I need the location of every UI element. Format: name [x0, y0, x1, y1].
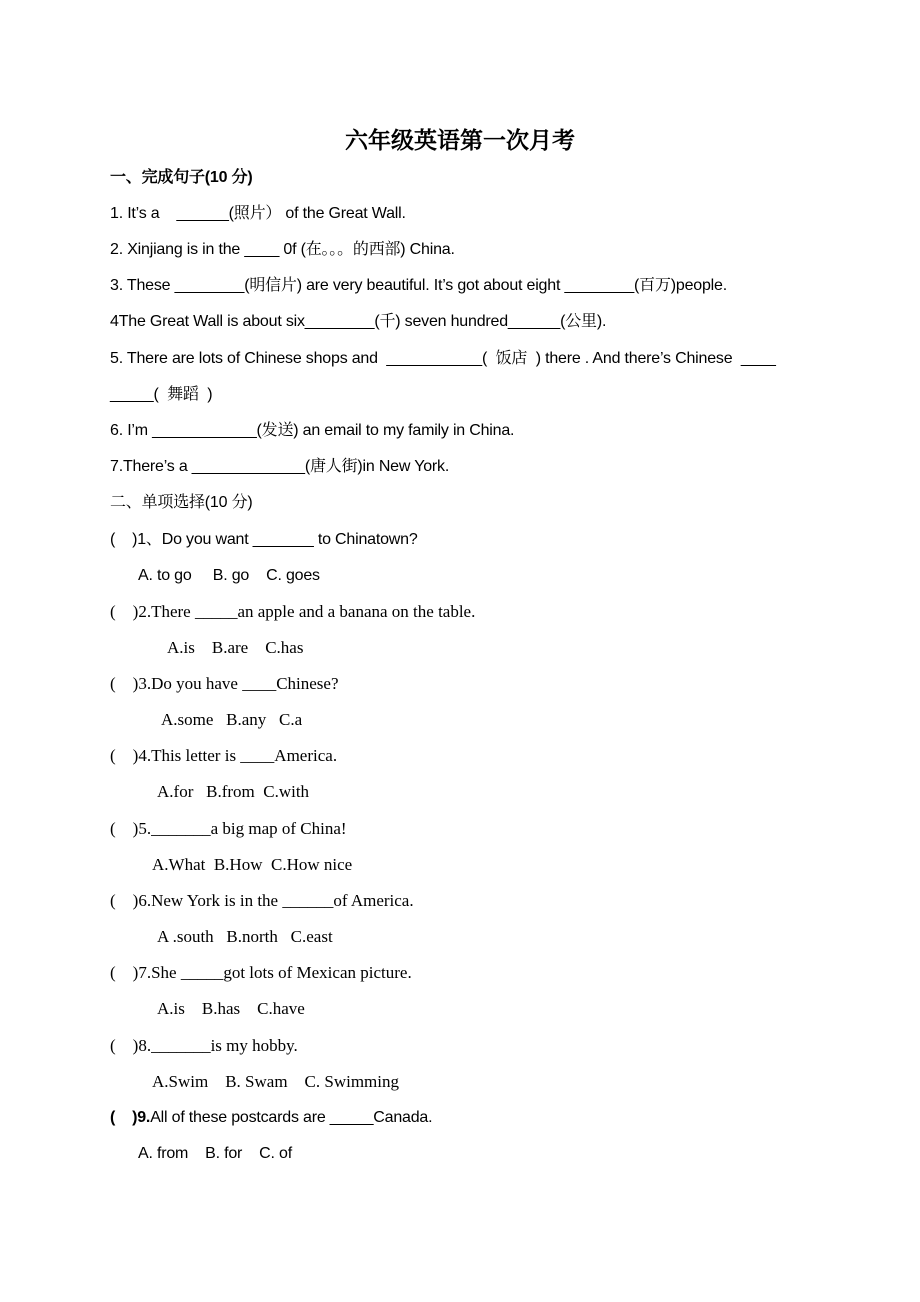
fill-question: 3. These ________(明信片) are very beautiful. It’s got about eight ________(百万)people.: [110, 277, 727, 294]
fill-question: 7.There’s a _____________(唐人街)in New York.: [110, 458, 450, 475]
choice-options: A .south B.north C.east: [157, 927, 333, 946]
choice-options: A. from B. for C. of: [138, 1145, 292, 1162]
choice-question: ( )4.This letter is ____America.: [110, 746, 338, 765]
choice-question: ( )2.There _____an apple and a banana on the table.: [110, 602, 476, 621]
choice-options: A. to go B. go C. goes: [138, 567, 320, 584]
fill-question: 6. I’m ____________(发送) an email to my family in China.: [110, 422, 515, 439]
question-number: ( )9.: [110, 1109, 151, 1126]
choice-question: ( )3.Do you have ____Chinese?: [110, 674, 339, 693]
choice-options: A.What B.How C.How nice: [152, 855, 353, 874]
fill-question: 1. It’s a ______(照片） of the Great Wall.: [110, 205, 406, 222]
choice-options: A.some B.any C.a: [161, 710, 303, 729]
fill-question: 5. There are lots of Chinese shops and ___________( 饭店 ) there . And there’s Chinese ____: [110, 350, 776, 367]
choice-options: A.Swim B. Swam C. Swimming: [152, 1072, 400, 1091]
choice-question: ( )7.She _____got lots of Mexican picture.: [110, 963, 412, 982]
choice-question: ( )6.New York is in the ______of America.: [110, 891, 414, 910]
choice-question: ( )8._______is my hobby.: [110, 1036, 298, 1055]
choice-options: A.is B.are C.has: [167, 638, 304, 657]
fill-question-continued: _____( 舞蹈 ): [110, 386, 213, 403]
choice-options: A.is B.has C.have: [157, 999, 305, 1018]
fill-question: 2. Xinjiang is in the ____ 0f (在。。。的西部) China.: [110, 241, 455, 258]
section2-heading: 二、单项选择(10 分): [110, 494, 253, 511]
choice-question: ( )1、Do you want _______ to Chinatown?: [110, 531, 418, 548]
choice-question: [110, 1108, 432, 1128]
choice-question: ( )5._______a big map of China!: [110, 819, 347, 838]
choice-options: A.for B.from C.with: [157, 782, 310, 801]
fill-question: 4The Great Wall is about six________(千) seven hundred______(公里).: [110, 313, 607, 330]
question-text: All of these postcards are _____Canada.: [150, 1109, 433, 1126]
page-title: 六年级英语第一次月考: [345, 127, 575, 154]
section1-heading: 一、完成句子(10 分): [110, 169, 253, 186]
